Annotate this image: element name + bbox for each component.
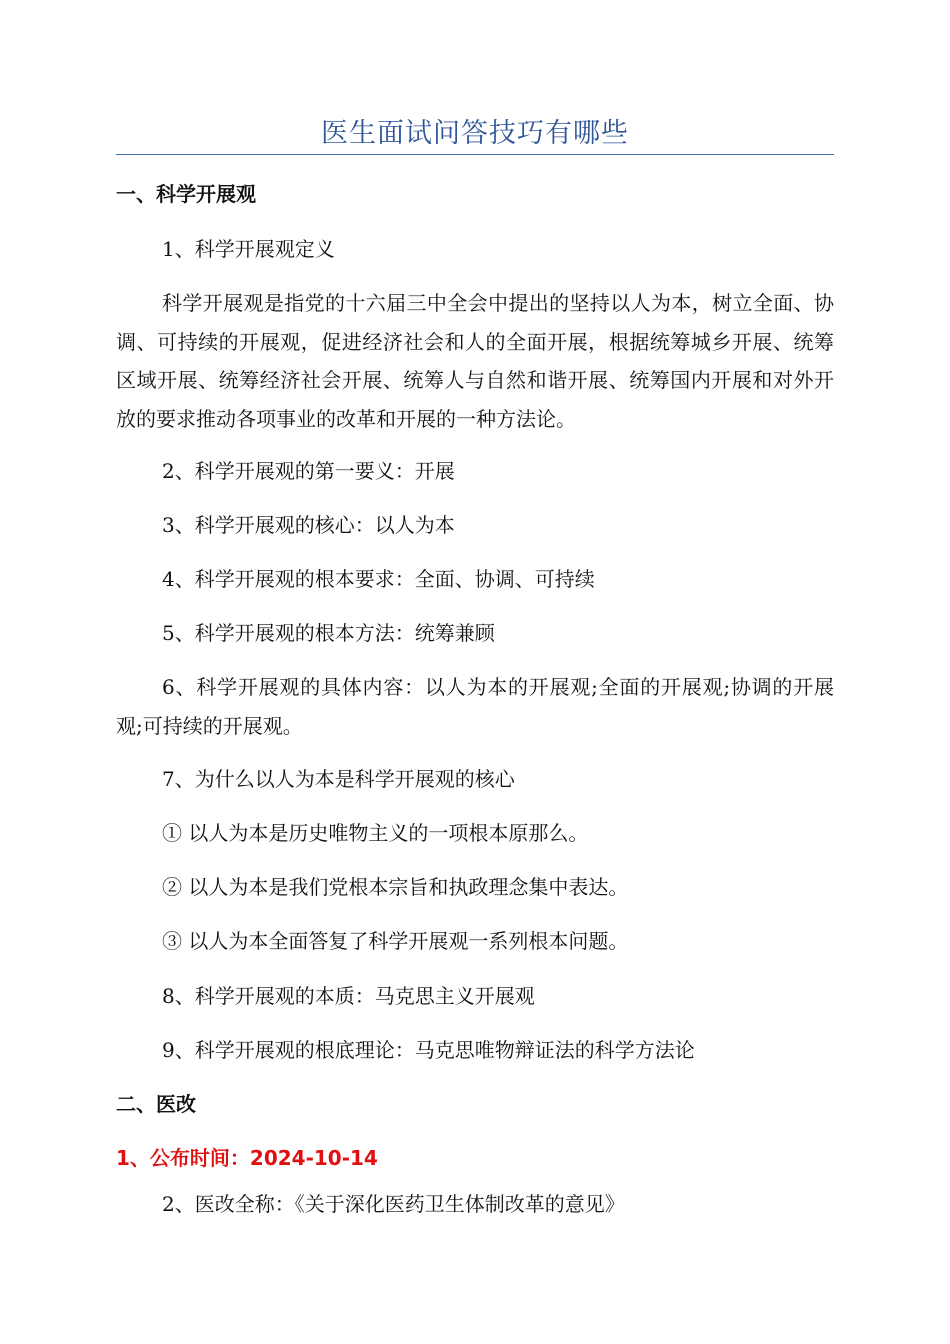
definition-paragraph: 科学开展观是指党的十六届三中全会中提出的坚持以人为本，树立全面、协调、可持续的开展观，促进经济社会和人的全面开展，根据统筹城乡开展、统筹区域开展、统筹经济社会开展、统筹人与自然和谐开展、统筹国内开展和对外开放的要求推动各项事业的改革和开展的一种方法论。	[116, 291, 834, 431]
sub-list-item: ③ 以人为本全面答复了科学开展观一系列根本问题。	[162, 929, 629, 953]
highlighted-list-item: 1、公布时间：2024-10-14	[116, 1146, 378, 1170]
list-item: 8、科学开展观的本质：马克思主义开展观	[162, 984, 535, 1008]
list-item: 2、医改全称：《关于深化医药卫生体制改革的意见》	[162, 1192, 625, 1216]
list-item: 2、科学开展观的第一要义：开展	[162, 459, 455, 483]
document-title: 医生面试问答技巧有哪些	[321, 118, 629, 149]
list-item: 7、为什么以人为本是科学开展观的核心	[162, 767, 515, 791]
list-item-multiline: 6、科学开展观的具体内容：以人为本的开展观;全面的开展观;协调的开展观;可持续的开展观。	[116, 675, 834, 738]
section-heading-2: 二、医改	[116, 1092, 196, 1116]
list-item: 9、科学开展观的根底理论：马克思唯物辩证法的科学方法论	[162, 1038, 695, 1062]
section-heading-1: 一、科学开展观	[116, 182, 256, 206]
sub-list-item: ② 以人为本是我们党根本宗旨和执政理念集中表达。	[162, 875, 629, 899]
list-item: 5、科学开展观的根本方法：统筹兼顾	[162, 621, 495, 645]
list-item: 4、科学开展观的根本要求：全面、协调、可持续	[162, 567, 595, 591]
list-item: 1、科学开展观定义	[162, 237, 335, 261]
title-underline	[116, 154, 834, 155]
list-item: 3、科学开展观的核心：以人为本	[162, 513, 455, 537]
sub-list-item: ① 以人为本是历史唯物主义的一项根本原那么。	[162, 821, 589, 845]
